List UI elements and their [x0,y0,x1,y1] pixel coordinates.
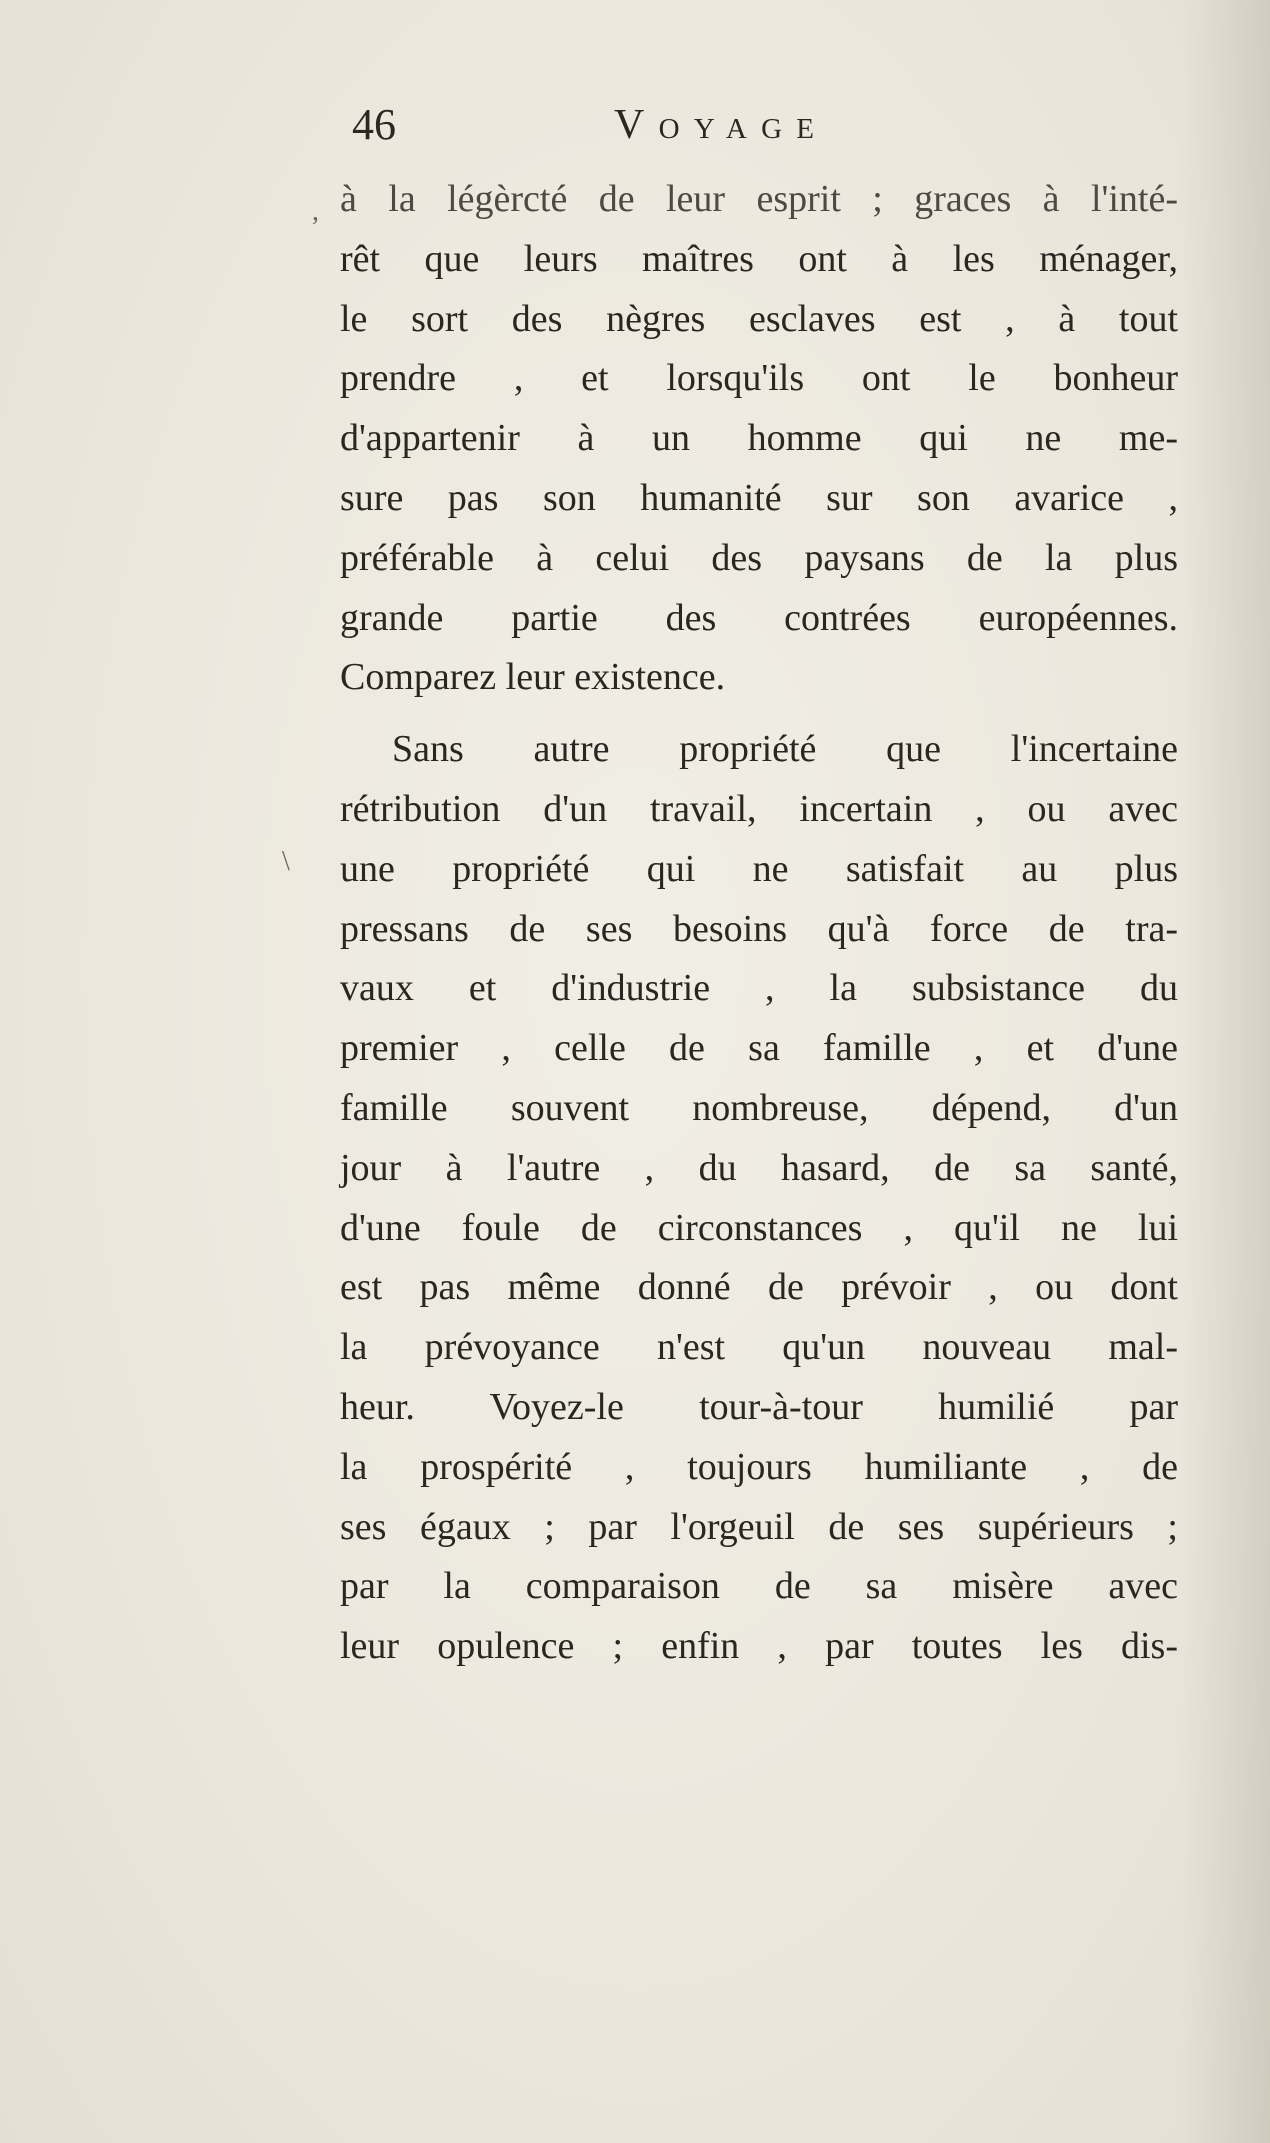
text-line: leur opulence ; enfin , par toutes les dis- [340,1625,1178,1668]
margin-mark: , [312,196,319,227]
running-head: Voyage [614,102,829,148]
page-header [352,100,1052,150]
paragraph-1 [340,170,1178,708]
text-line: jour à l'autre , du hasard, de sa santé, [340,1146,1178,1189]
text-line: la prospérité , toujours humiliante , de [340,1445,1178,1488]
text-line: ses égaux ; par l'orgeuil de ses supérieurs ; [340,1505,1178,1548]
text-line: famille souvent nombreuse, dépend, d'un [340,1086,1178,1129]
text-line: est pas même donné de prévoir , ou dont [340,1266,1178,1309]
text-line: vaux et d'industrie , la subsistance du [340,967,1178,1010]
page-number: 46 [352,100,396,149]
margin-mark: \ [282,846,290,877]
paragraph-2 [340,720,1178,1677]
text-line: grande partie des contrées européennes. [340,596,1178,639]
text-line: d'une foule de circonstances , qu'il ne lui [340,1206,1178,1249]
body-text [340,170,1178,1677]
text-line: prendre , et lorsqu'ils ont le bonheur [340,357,1178,400]
page-edge-shadow [1180,0,1270,2143]
text-line: rêt que leurs maîtres ont à les ménager, [340,237,1178,280]
text-line: à la légèrcté de leur esprit ; graces à l'inté- [340,178,1178,220]
text-line: d'appartenir à un homme qui ne me- [340,417,1178,460]
text-line: sure pas son humanité sur son avarice , [340,476,1178,519]
text-line: le sort des nègres esclaves est , à tout [340,297,1178,340]
text-line: Comparez leur existence. [340,656,726,699]
text-line: pressans de ses besoins qu'à force de tra- [340,907,1178,950]
paragraph-gap [340,708,1178,720]
text-line: rétribution d'un travail, incertain , ou avec [340,787,1178,830]
text-line: premier , celle de sa famille , et d'une [340,1027,1178,1070]
text-line: une propriété qui ne satisfait au plus [340,847,1178,890]
text-line: préférable à celui des paysans de la plus [340,536,1178,579]
text-line: par la comparaison de sa misère avec [340,1565,1178,1608]
text-line: heur. Voyez-le tour-à-tour humilié par [340,1385,1178,1428]
text-line: la prévoyance n'est qu'un nouveau mal- [340,1326,1178,1369]
text-line: Sans autre propriété que l'incertaine [392,728,1178,771]
